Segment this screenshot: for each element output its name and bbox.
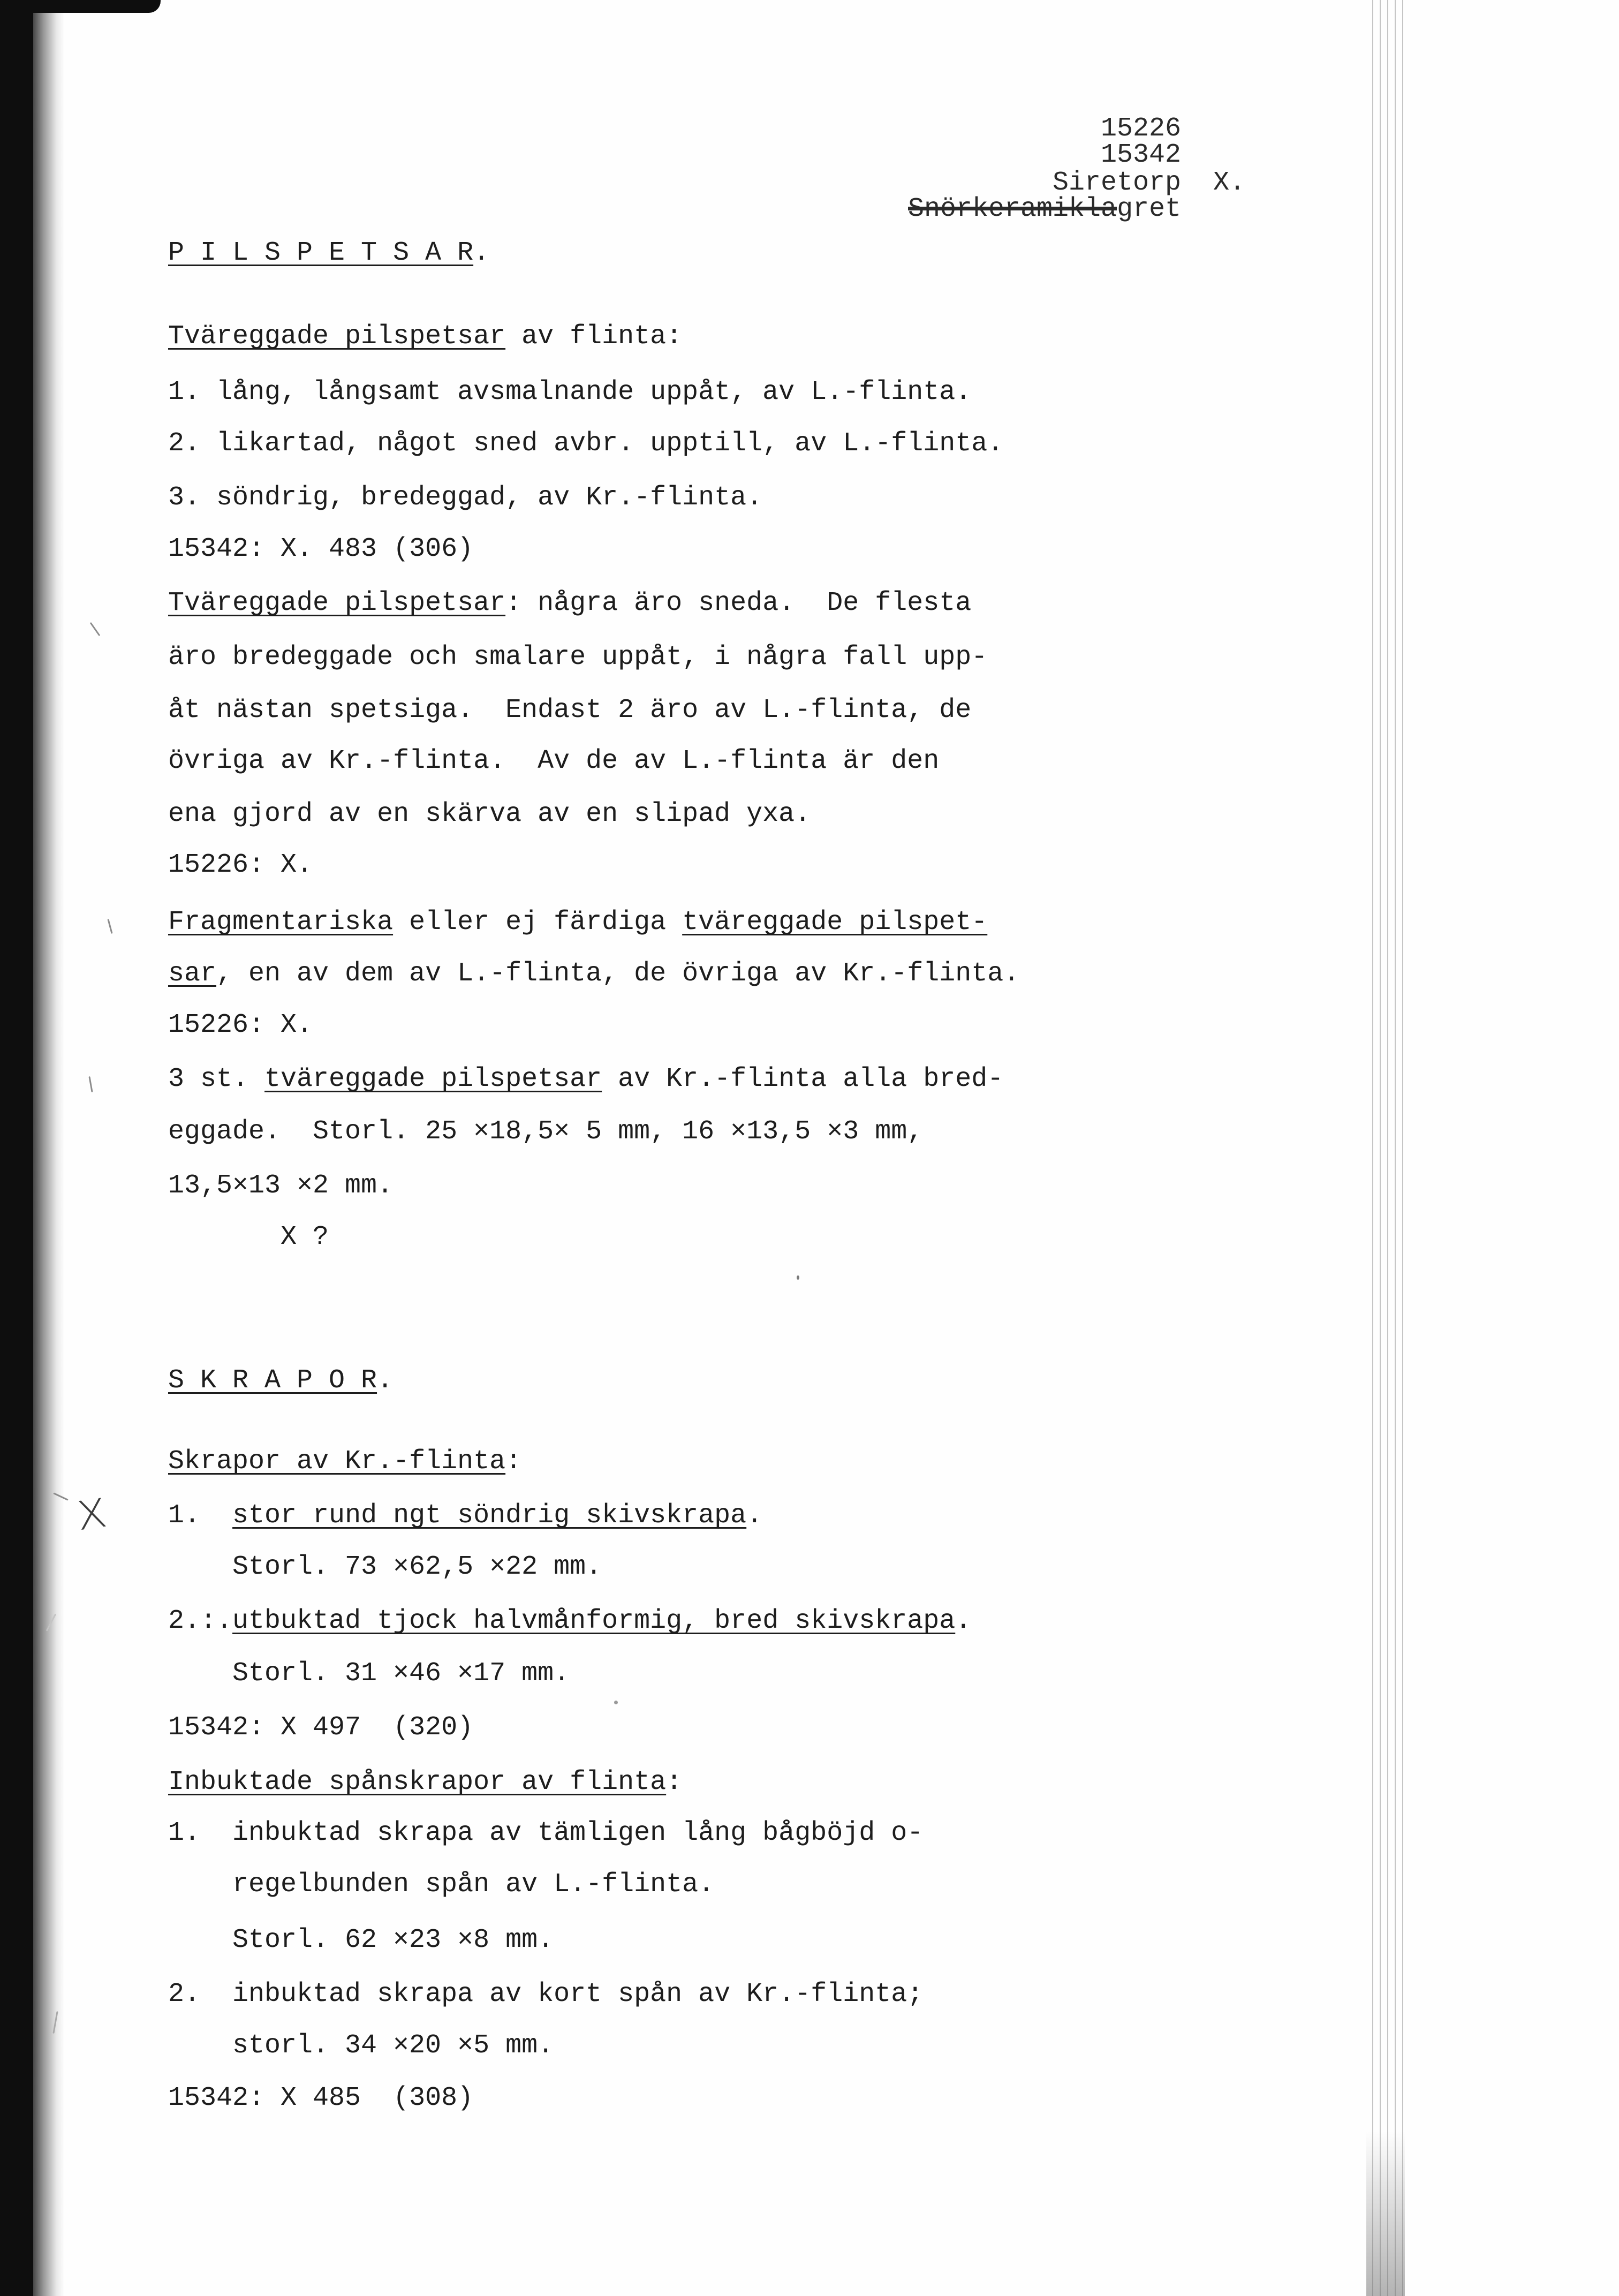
scraper-group-1-title: Skrapor av Kr.-flinta (168, 1446, 506, 1477)
scraper-group-2-title-rest: : (666, 1767, 683, 1797)
group-1-item-2: 2. likartad, något sned avbr. upptill, av L.-flinta. (168, 428, 1004, 459)
scraper-item-1-period: . (746, 1500, 763, 1531)
group-2-line-2: äro bredeggade och smalare uppåt, i några fall upp- (168, 642, 988, 673)
group-4-prefix: 3 st. (168, 1064, 265, 1094)
scan-binding-shadow (33, 0, 64, 2296)
layer-name-rest: gret (1117, 194, 1182, 224)
scraper-item-2-description: utbuktad tjock halvmånformig, bred skivskrapa (232, 1606, 956, 1636)
ink-speck-1 (797, 1275, 799, 1280)
margin-tick-1 (90, 622, 101, 636)
group-3-title-a: Fragmentariska (168, 907, 394, 938)
margin-tick-3 (88, 1076, 93, 1092)
scraper-group-1-title-rest: : (505, 1446, 522, 1477)
scraper-item-2-size: Storl. 31 ×46 ×17 mm. (232, 1658, 570, 1689)
group-2-line-5: ena gjord av en skärva av en slipad yxa. (168, 799, 811, 829)
heading-period: . (377, 1365, 394, 1396)
scraper-item-1-description: stor rund ngt söndrig skivskrapa (232, 1500, 747, 1531)
scraper-item-1-size: Storl. 73 ×62,5 ×22 mm. (232, 1552, 602, 1582)
heading-period: . (473, 238, 490, 268)
group-1-item-1: 1. lång, långsamt avsmalnande uppåt, av L.-flinta. (168, 377, 972, 407)
group-2-reference: 15226: X. (168, 850, 313, 880)
catalog-number-1: 15226 (1101, 114, 1182, 144)
site-name: Siretorp (1053, 168, 1182, 198)
scraper-group-2-reference: 15342: X 485 (308) (168, 2083, 474, 2113)
site-mark: X. (1213, 168, 1246, 198)
scraper-item-1-number: 1. (168, 1500, 233, 1531)
group-3-text-1: eller ej färdiga (393, 907, 683, 938)
group-4-title: tväreggade pilspetsar (264, 1064, 602, 1094)
group-1-title-line (168, 321, 682, 353)
group-1-reference: 15342: X. 483 (306) (168, 534, 474, 564)
group-3-title-c: sar (168, 958, 217, 989)
scraper-item-2 (168, 1605, 971, 1637)
scan-top-corner (0, 0, 161, 13)
scraper-group-1-reference: 15342: X 497 (320) (168, 1712, 474, 1743)
margin-hand-x-mark: X (73, 1490, 110, 1540)
group-4-line-3: 13,5×13 ×2 mm. (168, 1170, 394, 1201)
group-1-title: Tväreggade pilspetsar (168, 321, 506, 352)
scraper-group-2-item-1-line-1: 1. inbuktad skrapa av tämligen lång bågböjd o- (168, 1818, 924, 1848)
group-3-title-b: tväreggade pilspet- (682, 907, 988, 938)
group-2-line-3: åt nästan spetsiga. Endast 2 äro av L.-flinta, de (168, 695, 972, 726)
group-4-line-1 (168, 1063, 1003, 1096)
group-4-text-1: av Kr.-flinta alla bred- (602, 1064, 1004, 1094)
scraper-group-1-title-line (168, 1446, 521, 1478)
section-heading-skrapor (168, 1365, 393, 1397)
layer-name-struck: Snörkeramikla (908, 194, 1117, 224)
heading-text: S K R A P O R (168, 1365, 377, 1396)
scraper-group-2-item-1-line-2: regelbunden spån av L.-flinta. (232, 1869, 715, 1900)
scraper-group-2-item-2-line-1: 2. inbuktad skrapa av kort spån av Kr.-flinta; (168, 1979, 924, 2010)
group-2-title: Tväreggade pilspetsar (168, 588, 506, 618)
scan-binding-edge (0, 0, 33, 2296)
layer-name (908, 193, 1181, 225)
group-1-title-rest: av flinta: (505, 321, 683, 352)
catalog-number-2: 15342 (1101, 140, 1182, 170)
group-3-reference: 15226: X. (168, 1010, 313, 1040)
group-3-line-1 (168, 907, 987, 939)
ink-speck-2 (614, 1701, 618, 1704)
scraper-item-1 (168, 1500, 762, 1532)
group-4-reference: X ? (281, 1222, 329, 1252)
scraper-group-2-title: Inbuktade spånskrapor av flinta (168, 1767, 667, 1797)
scraper-item-2-period: . (955, 1606, 972, 1636)
scraper-group-2-item-1-size: Storl. 62 ×23 ×8 mm. (232, 1925, 554, 1955)
group-3-text-2: , en av dem av L.-flinta, de övriga av Kr.-flinta. (216, 958, 1020, 989)
page-stack-shadow (1366, 2131, 1405, 2296)
group-3-line-2 (168, 958, 1019, 990)
group-2-line-4: övriga av Kr.-flinta. Av de av L.-flinta är den (168, 746, 940, 776)
scraper-group-2-title-line (168, 1766, 682, 1799)
section-heading-pilspetsar (168, 237, 489, 269)
heading-text: P I L S P E T S A R (168, 238, 474, 268)
scraper-item-2-number: 2.:. (168, 1606, 233, 1636)
group-4-line-2: eggade. Storl. 25 ×18,5× 5 mm, 16 ×13,5 ×3 mm, (168, 1116, 924, 1147)
margin-tick-2 (107, 919, 112, 934)
group-2-text-1: : några äro sneda. De flesta (505, 588, 972, 618)
group-1-item-3: 3. söndrig, bredeggad, av Kr.-flinta. (168, 482, 763, 513)
group-2-line-1 (168, 587, 971, 620)
scraper-group-2-item-2-size: storl. 34 ×20 ×5 mm. (232, 2030, 554, 2061)
page-stack-edge (1366, 0, 1405, 2296)
